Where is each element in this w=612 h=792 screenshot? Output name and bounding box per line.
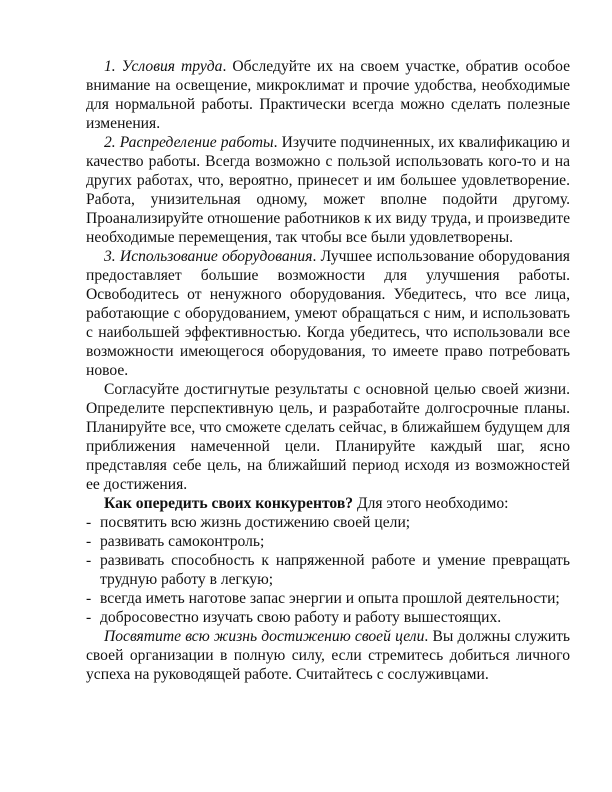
paragraph-equipment-use <box>86 247 570 380</box>
paragraph-working-conditions <box>86 57 570 133</box>
paragraph-body: . Вы должны служить своей организации в полную силу, если стремитесь добиться личного успеха на руководящей работе. Считайтесь с сослуживцами. <box>86 628 570 683</box>
list-item: - всегда иметь наготове запас энергии и опыта прошлой деятельности; <box>86 589 570 608</box>
paragraph-life-goal: Согласуйте достигнутые результаты с основной целью своей жизни. Определите перспективную цель, и разработайте долгосрочные планы. Планируйте все, что сможете сделать сейчас, в ближайшем будущем для приближения намеченной цели. Планируйте каждый шаг, ясно представляя себе цель, на ближайший период исходя из возможностей ее достижения. <box>86 381 570 493</box>
paragraph-body: . Лучшее использование оборудования предоставляет большие возможности для улучшения работы. Освободитесь от ненужного оборудования. Убедитесь, что все лица, работающие с оборудованием, умеют обращаться с ним, и использовать с наибольшей эффективностью. Когда убедитесь, что использовали все возможности имеющегося оборудования, то имеете право потребовать новое. <box>86 248 570 379</box>
paragraph-work-distribution <box>86 133 570 247</box>
competitors-list <box>86 513 570 627</box>
list-item: - развивать самоконтроль; <box>86 532 570 551</box>
paragraph-body: . Изучите подчиненных, их квалификацию и качество работы. Всегда возможно с пользой использовать кого-то и на других работах, что, вероятно, принесет и им большее удовлетворение. Работа, унизительная одному, может вполне подойти другому. Проанализируйте отношение работников к их виду труда, и произведите необходимые перемещения, так чтобы все были удовлетворены. <box>86 134 570 246</box>
paragraph-heading: Посвятите всю жизнь достижению своей цели <box>104 628 425 645</box>
list-item: - посвятить всю жизнь достижению своей цели; <box>86 513 570 532</box>
competitors-lead: Для этого необходимо: <box>353 495 509 512</box>
competitors-intro <box>86 494 570 513</box>
paragraph-heading: 2. Распределение работы <box>104 134 274 151</box>
paragraph-heading: 3. Использование оборудования <box>104 248 313 265</box>
list-item: - развивать способность к напряженной работе и умение превращать трудную работу в легкую; <box>86 551 570 589</box>
paragraph-devote-life <box>86 627 570 684</box>
document-page <box>86 57 570 684</box>
paragraph-heading: 1. Условия труда <box>104 58 223 75</box>
competitors-question: Как опередить своих конкурентов? <box>104 495 354 512</box>
paragraph-body: . Обследуйте их на своем участке, обратив особое внимание на освещение, микроклимат и прочие удобства, необходимые для нормальной работы. Практически всегда можно сделать полезные изменения. <box>86 58 570 132</box>
list-item: - добросовестно изучать свою работу и работу вышестоящих. <box>86 608 570 627</box>
